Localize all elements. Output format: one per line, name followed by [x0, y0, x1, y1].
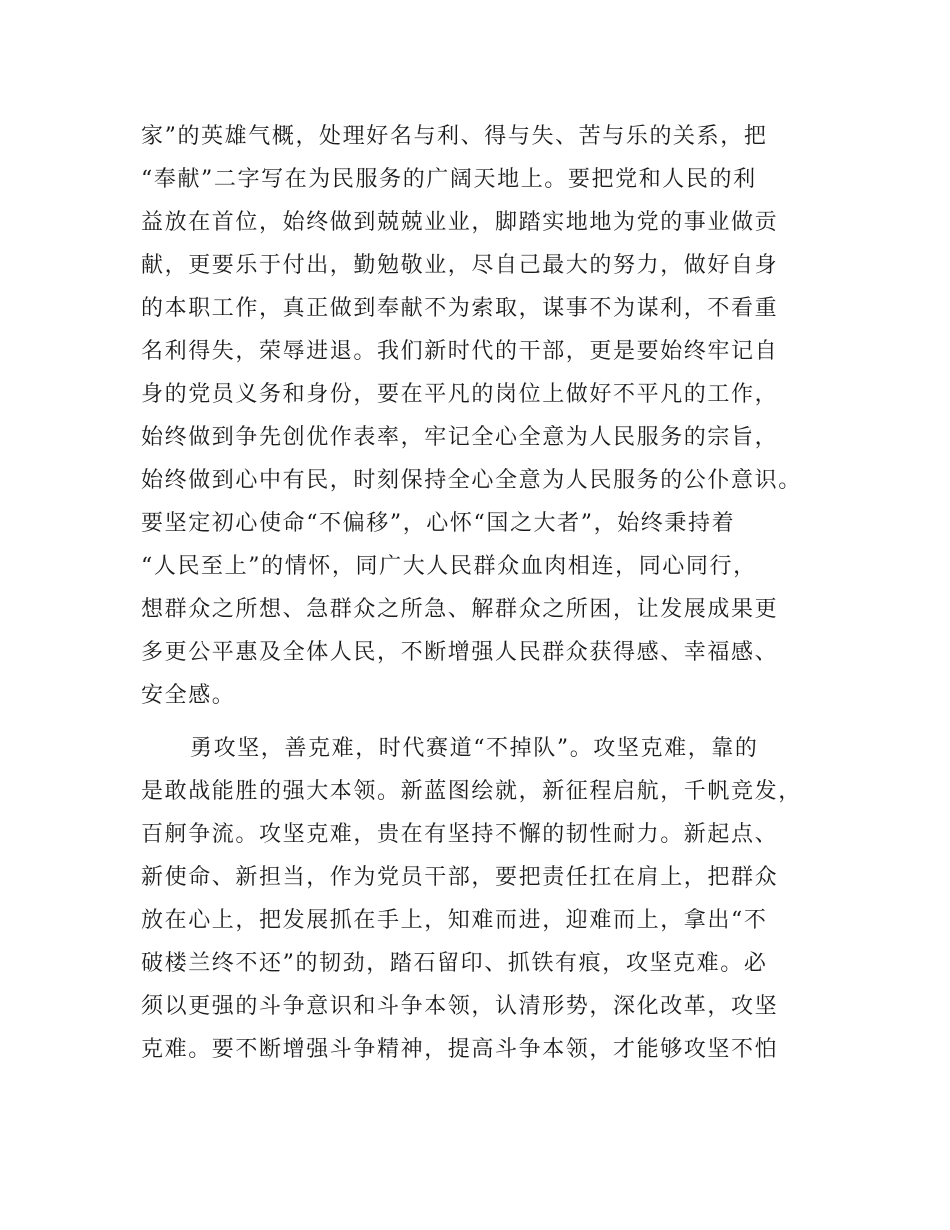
text-line: 要坚定初心使命“不偏移”，心怀“国之大者”，始终秉持着 — [141, 511, 736, 536]
text-line: 想群众之所想、急群众之所急、解群众之所困，让发展成果更 — [141, 597, 779, 622]
text-line: 的本职工作，真正做到奉献不为索取，谋事不为谋利，不看重 — [141, 296, 779, 321]
text-line: 新使命、新担当，作为党员干部，要把责任扛在肩上，把群众 — [141, 865, 779, 890]
text-line: 克难。要不断增强斗争精神，提高斗争本领，才能够攻坚不怕 — [141, 1037, 779, 1062]
text-line: 须以更强的斗争意识和斗争本领，认清形势，深化改革，攻坚 — [141, 994, 779, 1019]
text-line: 始终做到心中有民，时刻保持全心全意为人民服务的公仆意识。 — [141, 468, 802, 493]
text-line: 身的党员义务和身份，要在平凡的岗位上做好不平凡的工作， — [141, 382, 779, 407]
text-line: 益放在首位，始终做到兢兢业业，脚踏实地地为党的事业做贡 — [141, 210, 779, 235]
text-line: 家”的英雄气概，处理好名与利、得与失、苦与乐的关系，把 — [141, 124, 768, 149]
document-body — [141, 115, 811, 1071]
text-line: 多更公平惠及全体人民，不断增强人民群众获得感、幸福感、 — [141, 640, 779, 665]
text-line: “奉献”二字写在为民服务的广阔天地上。要把党和人民的利 — [141, 167, 757, 192]
text-line: “人民至上”的情怀，同广大人民群众血肉相连，同心同行， — [141, 554, 757, 579]
text-line: 破楼兰终不还”的韧劲，踏石留印、抓铁有痕，攻坚克难。必 — [141, 951, 768, 976]
text-line: 始终做到争先创优作表率，牢记全心全意为人民服务的宗旨， — [141, 425, 779, 450]
paragraph-2 — [141, 727, 811, 1071]
text-line: 献，更要乐于付出，勤勉敬业，尽自己最大的努力，做好自身 — [141, 253, 779, 278]
paragraph-1 — [141, 115, 811, 717]
text-line: 是敢战能胜的强大本领。新蓝图绘就，新征程启航，千帆竞发， — [141, 779, 802, 804]
text-line: 名利得失，荣辱进退。我们新时代的干部，更是要始终牢记自 — [141, 339, 779, 364]
text-line: 放在心上，把发展抓在手上，知难而进，迎难而上，拿出“不 — [141, 908, 768, 933]
text-line: 百舸争流。攻坚克难，贵在有坚持不懈的韧性耐力。新起点、 — [141, 822, 779, 847]
text-line: 安全感。 — [141, 683, 236, 708]
text-line-first: 勇攻坚，善克难，时代赛道“不掉队”。攻坚克难，靠的 — [190, 736, 759, 761]
